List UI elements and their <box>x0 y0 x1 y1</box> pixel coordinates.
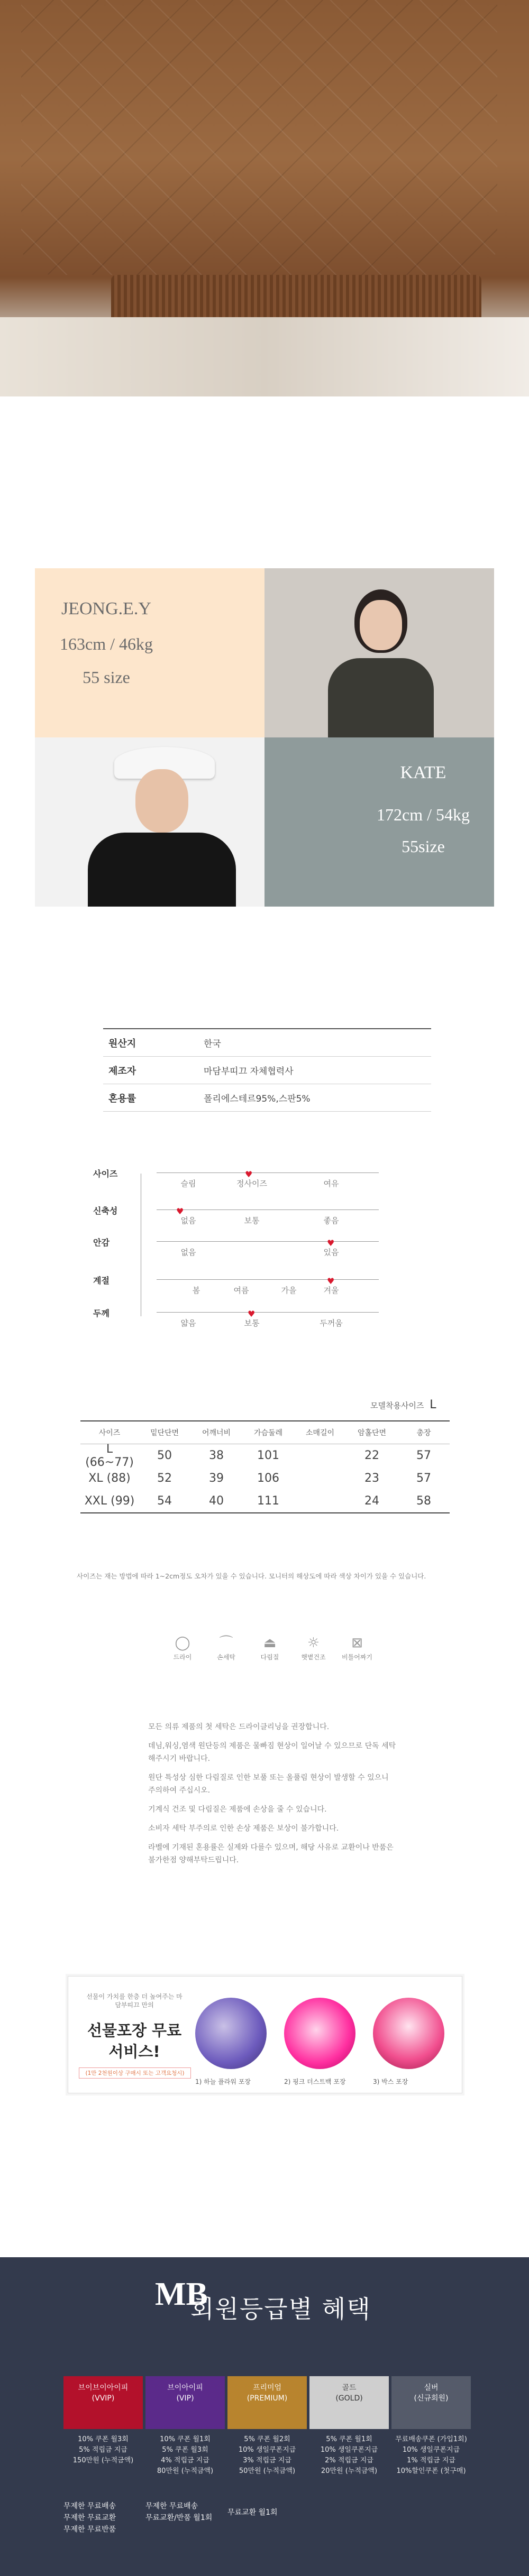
model-1-body: 163cm / 46kg <box>60 634 153 653</box>
meter-option: 여유 <box>323 1179 339 1188</box>
extra-line: 무제한 무료배송 <box>63 2502 116 2510</box>
grade-benefits <box>309 2434 389 2477</box>
extra-line: 무제한 무료배송 <box>145 2502 198 2510</box>
model-1-name: JEONG.E.Y <box>61 599 151 618</box>
meter-option: 여름 <box>233 1286 249 1295</box>
benefit-line: 50만원 (누적금액) <box>239 2467 296 2475</box>
care-note: 원단 특성상 심한 다림질로 인한 보풀 또는 올풀림 현상이 발생할 수 있으니 주의하여 주십시오. <box>148 1774 389 1795</box>
care-note: 모든 의류 제품의 첫 세탁은 드라이클리닝을 권장합니다. <box>148 1723 330 1731</box>
grade-vip <box>145 2376 225 2429</box>
care-label: 햇볕건조 <box>301 1654 326 1661</box>
photo-background <box>0 317 529 396</box>
benefit-line: 5% 쿠폰 월3회 <box>162 2446 208 2454</box>
size-header: 소매길이 <box>305 1429 335 1437</box>
care-icons <box>164 1633 376 1681</box>
size-note: 사이즈는 재는 방법에 따라 1~2cm정도 오차가 있을 수 있습니다. 모니터의 해상도에 따라 색상 차이가 있을 수 있습니다. <box>77 1572 426 1580</box>
extra-benefits-premium <box>227 2507 278 2518</box>
meter-option: 겨울 <box>323 1286 339 1295</box>
benefit-line: 10% 생일쿠폰지급 <box>402 2446 460 2454</box>
meter-label-season: 계절 <box>93 1276 110 1286</box>
meter-option: 보통 <box>244 1216 260 1225</box>
care-note: 라벨에 기재된 혼용률은 실제와 다를수 있으며, 해당 사유로 교환이나 반품은 불가한점 양해부탁드립니다. <box>148 1843 394 1864</box>
heart-icon: ♥ <box>248 1309 256 1319</box>
size-cell: 40 <box>209 1494 224 1508</box>
model-size-caption <box>370 1398 436 1411</box>
model-2-body: 172cm / 54kg <box>377 805 470 824</box>
model-2-photo <box>35 737 264 907</box>
pink-dustbag-image <box>284 1998 355 2069</box>
model-2-info <box>264 737 494 907</box>
care-item <box>164 1633 201 1681</box>
care-item <box>251 1633 288 1681</box>
meter-label-stretch: 신축성 <box>93 1206 118 1216</box>
grade-sub: (신규회원) <box>414 2394 449 2403</box>
meter-option: 두꺼움 <box>320 1318 343 1328</box>
hand-wash-icon: ⌒ <box>219 1635 233 1651</box>
extra-line: 무제한 무료교환 <box>63 2514 116 2522</box>
gift-caption: 3) 박스 포장 <box>373 2078 408 2085</box>
grade-name: 프리미엄 <box>252 2384 282 2392</box>
size-cell: 22 <box>364 1449 379 1462</box>
size-table <box>80 1420 450 1513</box>
size-header: 사이즈 <box>98 1429 121 1437</box>
care-label: 손세탁 <box>217 1654 235 1661</box>
extra-line: 무료교환 월1회 <box>227 2508 278 2517</box>
benefit-line: 10% 쿠폰 월1회 <box>160 2435 211 2443</box>
care-notes <box>148 1721 397 1873</box>
size-cell: 101 <box>257 1449 279 1462</box>
gift-condition: (1만 2천원이상 구매시 또는 고객요청시) <box>79 2067 191 2079</box>
benefit-line: 10%할인쿠폰 (첫구매) <box>396 2467 466 2475</box>
product-spec-table <box>103 1028 431 1112</box>
box-wrap-image <box>373 1998 444 2069</box>
size-cell: 57 <box>416 1449 431 1462</box>
extra-line: 무제한 무료반품 <box>63 2525 116 2534</box>
gift-caption: 2) 핑크 더스트백 포장 <box>284 2078 346 2085</box>
size-table-header <box>80 1421 450 1444</box>
benefit-line: 10% 생일쿠폰지급 <box>320 2446 378 2454</box>
size-cell: 57 <box>416 1472 431 1485</box>
benefit-line: 1% 적립금 지급 <box>407 2457 455 2464</box>
grade-gold <box>309 2376 389 2429</box>
spec-value: 마담부띠끄 자체협력사 <box>204 1066 294 1077</box>
care-note: 기계식 건조 및 다림질은 제품에 손상을 줄 수 있습니다. <box>148 1805 327 1814</box>
gift-title: 선물포장 무료서비스! <box>87 2021 182 2061</box>
size-cell: L (66~77) <box>85 1442 134 1469</box>
benefit-line: 5% 쿠폰 월1회 <box>326 2435 372 2443</box>
benefit-line: 20만원 (누적금액) <box>321 2467 378 2475</box>
gift-caption: 1) 하늘 플라워 포장 <box>195 2078 251 2085</box>
size-cell: 23 <box>364 1472 379 1485</box>
model-size-caption-label: 모델착용사이즈 <box>370 1401 424 1410</box>
member-benefits <box>0 2257 529 2576</box>
spec-value: 폴리에스테르95%,스판5% <box>204 1094 311 1104</box>
benefit-line: 10% 쿠폰 월3회 <box>78 2435 129 2443</box>
grade-sub: (VIP) <box>176 2394 194 2403</box>
care-item <box>295 1633 332 1681</box>
spec-row <box>103 1057 431 1084</box>
meter-option: 봄 <box>192 1286 200 1295</box>
spec-row <box>103 1084 431 1112</box>
size-header: 밑단단면 <box>150 1429 179 1437</box>
benefit-line: 5% 쿠폰 월2회 <box>244 2435 290 2443</box>
meter-option: 보통 <box>244 1318 260 1328</box>
size-row <box>80 1444 450 1467</box>
meter-option: 없음 <box>180 1216 196 1225</box>
care-label: 비틀어짜기 <box>342 1654 372 1661</box>
size-cell: XL (88) <box>88 1472 131 1485</box>
care-item <box>208 1633 245 1681</box>
size-cell: 50 <box>157 1449 172 1462</box>
grade-sub: (PREMIUM) <box>247 2394 288 2403</box>
heart-icon: ♥ <box>245 1169 253 1179</box>
brand-logo: MB <box>155 2276 208 2312</box>
meter-option: 가을 <box>281 1286 297 1295</box>
grade-name: 실버 <box>424 2384 439 2392</box>
meter-label-lining: 안감 <box>93 1238 110 1248</box>
model-size-caption-value: L <box>430 1398 436 1411</box>
meter-option: 없음 <box>180 1248 196 1257</box>
size-cell: 24 <box>364 1494 379 1508</box>
meter-label-thickness: 두께 <box>93 1308 110 1318</box>
model-1-size: 55 size <box>83 668 130 687</box>
benefit-line: 80만원 (누적금액) <box>157 2467 214 2475</box>
grade-benefits <box>227 2434 307 2477</box>
size-header: 총장 <box>416 1429 431 1437</box>
size-row <box>80 1467 450 1490</box>
spec-value: 한국 <box>204 1039 221 1049</box>
grade-benefits <box>145 2434 225 2477</box>
spec-row <box>103 1029 431 1057</box>
dry-clean-icon: ◯ <box>175 1635 190 1651</box>
care-note: 데님,워싱,염색 원단등의 제품은 물빠짐 현상이 일어날 수 있으므로 단독 세탁 해주시기 바랍니다. <box>148 1742 396 1763</box>
model-2-name: KATE <box>400 763 446 782</box>
size-header: 암홀단면 <box>357 1429 387 1437</box>
size-cell: 39 <box>209 1472 224 1485</box>
heart-icon: ♥ <box>327 1238 335 1248</box>
product-photo <box>0 0 529 396</box>
grade-benefits <box>63 2434 143 2466</box>
heart-icon: ♥ <box>327 1276 335 1286</box>
spec-key: 제조자 <box>108 1065 136 1077</box>
benefit-line: 무료배송쿠폰 (가입1회) <box>395 2435 467 2443</box>
size-cell: 52 <box>157 1472 172 1485</box>
benefit-line: 4% 적립금 지급 <box>161 2457 209 2464</box>
spec-key: 혼용률 <box>108 1093 136 1104</box>
iron-icon: ⏏ <box>263 1635 277 1651</box>
size-cell: 106 <box>257 1472 279 1485</box>
size-cell: 38 <box>209 1449 224 1462</box>
meter-option: 좋음 <box>323 1216 339 1225</box>
model-2-size: 55size <box>402 837 445 856</box>
benefit-line: 10% 생일쿠폰지급 <box>238 2446 296 2454</box>
grade-name: 브이브이아이피 <box>78 2384 129 2392</box>
flower-wrap-image <box>195 1998 267 2069</box>
member-title: 회원등급별 혜택 <box>190 2295 371 2323</box>
care-item <box>339 1633 376 1681</box>
grade-sub: (VVIP) <box>92 2394 115 2403</box>
gift-small-text: 선물이 가치를 한층 더 높여주는 마담부띠끄 만의 <box>86 1993 183 2009</box>
meter-label-size: 사이즈 <box>93 1169 118 1179</box>
benefit-line: 3% 적립금 지급 <box>243 2457 291 2464</box>
grade-premium <box>227 2376 307 2429</box>
benefit-line: 2% 적립금 지급 <box>325 2457 373 2464</box>
benefit-line: 5% 적립금 지급 <box>79 2446 127 2454</box>
benefit-line: 150만원 (누적금액) <box>72 2457 134 2464</box>
grade-sub: (GOLD) <box>335 2394 363 2403</box>
care-note: 소비자 세탁 부주의로 인한 손상 제품은 보상이 불가합니다. <box>148 1824 339 1833</box>
care-label: 드라이 <box>173 1654 192 1661</box>
model-1-photo <box>264 568 494 737</box>
model-1-info <box>35 568 264 737</box>
care-label: 다림질 <box>260 1654 279 1661</box>
extra-benefits-vvip <box>63 2500 116 2535</box>
grade-name: 골드 <box>342 2384 357 2392</box>
size-cell: 58 <box>416 1494 431 1508</box>
meter-option: 얇음 <box>180 1318 196 1328</box>
grade-name: 브이아이피 <box>167 2384 203 2392</box>
grade-silver <box>391 2376 471 2429</box>
extra-benefits-vip <box>145 2500 212 2524</box>
no-bleach-icon: ⊠ <box>351 1635 363 1651</box>
extra-line: 무료교환/반품 월1회 <box>145 2514 213 2522</box>
attribute-meter <box>93 1163 389 1337</box>
quilted-jacket <box>21 0 497 275</box>
heart-icon: ♥ <box>176 1206 184 1216</box>
grade-benefits <box>391 2434 471 2477</box>
size-cell: XXL (99) <box>84 1494 135 1508</box>
meter-option: 있음 <box>323 1248 339 1257</box>
size-cell: 111 <box>257 1494 279 1508</box>
meter-option: 정사이즈 <box>236 1179 267 1188</box>
size-cell: 54 <box>157 1494 172 1508</box>
size-row <box>80 1490 450 1512</box>
meter-option: 슬림 <box>180 1179 196 1188</box>
size-header: 어깨너비 <box>202 1429 231 1437</box>
size-header: 가슴둘레 <box>253 1429 283 1437</box>
sun-dry-icon: ☼ <box>307 1635 320 1651</box>
grade-vvip <box>63 2376 143 2429</box>
spec-key: 원산지 <box>108 1038 136 1049</box>
gift-wrap-banner <box>68 1976 462 2093</box>
